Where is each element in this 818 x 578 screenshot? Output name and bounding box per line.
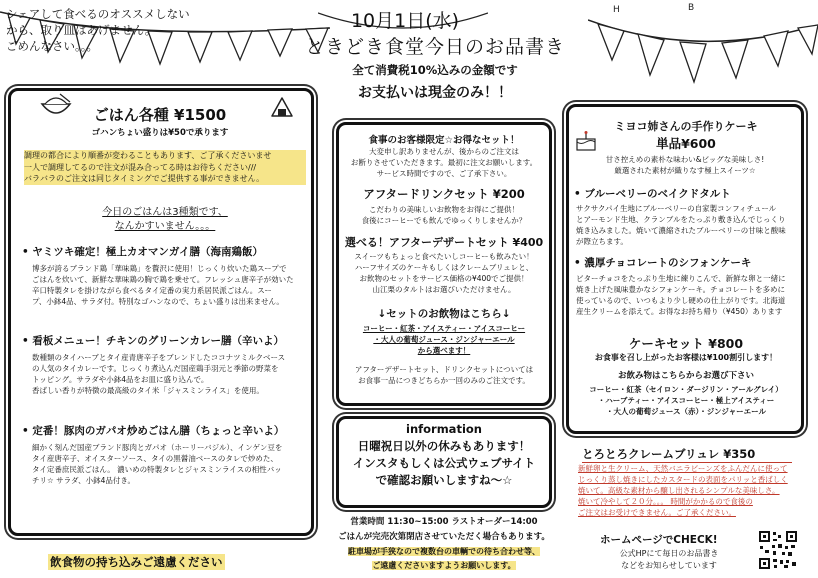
desc-line: タイ産唐辛子、オイスターソース、タイの黒醤油ベースのタレで炒めた、 bbox=[32, 454, 278, 463]
desc-line: の人気のタイカレーです。じっくり煮込んだ国産鶏手羽元と季節の野菜を bbox=[32, 364, 279, 373]
desc-line: ごはんを炊いて、新鮮な華味鶏の胸で鶏を乗せて。フレッシュ唐辛子が効いた bbox=[32, 275, 294, 284]
brulee-line: ご注文はお受けできません。ご了承ください。 bbox=[578, 508, 736, 517]
item-name-text: 看板メニュー！チキンのグリーンカレー膳（辛いよ） bbox=[32, 335, 285, 347]
choco-title: • 濃厚チョコレートのシフォンケーキ bbox=[574, 257, 752, 269]
after-drink-desc bbox=[338, 204, 550, 226]
cake-set-title: ケーキセット ¥800 bbox=[628, 336, 744, 351]
desc-line: プ、小鉢4品、サラダ付。特別なゴハンなので、ちょい盛りは出来ません。 bbox=[32, 297, 284, 306]
svg-text:B: B bbox=[688, 3, 695, 13]
set-title: 食事のお客様限定☆お得なセット！ bbox=[368, 135, 520, 146]
set-drinks-title: ↓セットのお飲物はこちら↓ bbox=[377, 308, 511, 320]
rice-title: ごはん各種 ¥1500 bbox=[93, 106, 227, 124]
set-desc-line: 大変申し訳ありませんが、後からのご注文は bbox=[369, 147, 519, 156]
header-note-line: から、取り皿はあげません。 bbox=[6, 23, 157, 37]
set-desc bbox=[338, 146, 550, 179]
blueberry-line: とアーモンド生地、クランブルをたっぷり敷き込んでじっくり bbox=[576, 215, 786, 224]
cake-set-note: お食事を召し上がったお客様は¥100割引します！ bbox=[594, 353, 778, 362]
after-drink-title: アフタードリンクセット ¥200 bbox=[363, 187, 525, 201]
set-drinks-list bbox=[338, 323, 550, 356]
blueberry-title-text: ブルーベリーのベイクドタルト bbox=[584, 188, 731, 200]
homepage-desc bbox=[594, 548, 744, 571]
set-note bbox=[338, 364, 550, 386]
drinks-list bbox=[570, 384, 802, 417]
blueberry-line: サクサクパイ生地にブルーベリーの自家製コンフィチュール bbox=[576, 204, 777, 213]
menu-date: 10月1日(水) bbox=[350, 10, 460, 32]
desc-line: 香ばしい香りが特徴の最高級のタイ米「ジャスミンライス」を使用。 bbox=[32, 386, 264, 395]
parking-line: ご遠慮くださいますようお願いします。 bbox=[372, 561, 516, 570]
homepage-line: 公式HPにて毎日のお品書き bbox=[619, 549, 719, 558]
notice-line: 一人で調理してるので注文が混み合ってる時はお待ちください/// bbox=[24, 162, 306, 174]
info-title: information bbox=[406, 422, 482, 436]
drinks-title: お飲み物はこちらからお選び下さい bbox=[617, 371, 754, 381]
info-line: インスタもしくは公式ウェブサイト bbox=[352, 456, 536, 470]
info-line: 日曜祝日以外の休みもあります！ bbox=[357, 439, 531, 453]
rice-notice bbox=[24, 150, 306, 185]
after-dessert-line: 山江栗のタルトはお選びいただけません。 bbox=[372, 285, 516, 294]
desc-line: 数種類のタイハーブとタイ産青唐辛子をブレンドしたココナツミルクベース bbox=[32, 353, 286, 362]
after-dessert-desc bbox=[338, 251, 550, 295]
bunting-right bbox=[588, 0, 818, 95]
item-name-text: 定番！豚肉のガパオ炒めごはん膳（ちょっと辛いよ） bbox=[32, 425, 285, 437]
parking-note bbox=[318, 545, 570, 573]
cake-desc-line: 甘さ控えめの素朴な味わい&ビッグな美味しさ! bbox=[605, 155, 765, 164]
blueberry-desc bbox=[576, 203, 802, 247]
blueberry-title: • ブルーベリーのベイクドタルト bbox=[574, 188, 731, 200]
desc-line: 辛口特製タレを掛けながら食べるタイ定番の実力系居民派ごはん。スー bbox=[32, 286, 272, 295]
cash-note: お支払いは現金のみ！！ bbox=[358, 85, 512, 101]
set-desc-line: お断りさせていただきます。最初に注文お願いします。 bbox=[350, 158, 538, 167]
header-note bbox=[6, 6, 266, 54]
today-note-line: なんかすいません。。。 bbox=[114, 221, 216, 232]
after-dessert-line: スイーツもちょっと食べたいしコーヒーも飲みたい！ bbox=[354, 252, 534, 261]
brulee-line: じっくり蒸し焼きにしたカスタードの表面をパリッと香ばしく bbox=[578, 475, 788, 484]
tax-note: 全て消費税10%込みの金額です bbox=[352, 63, 518, 77]
cake-price: 単品¥600 bbox=[656, 136, 716, 151]
today-note-line: 今日のごはんは3種類です、 bbox=[102, 207, 228, 218]
desc-line: タイ定番庶民派ごはん。 濃いめの特製タレとジャスミンライスの相性バッ bbox=[32, 465, 282, 474]
after-dessert-title: 選べる！アフターデザートセット ¥400 bbox=[344, 236, 544, 249]
info-line: で確認お願いしますね〜☆ bbox=[375, 473, 513, 487]
after-drink-line: こだわりの美味しいお飲物をお得にご提供！ bbox=[369, 205, 519, 214]
desc-line: 博多が誇るブランド鶏「華味鶏」を贅沢に使用！じっくり炊いた鶏スープで bbox=[32, 264, 287, 273]
set-drink-line: コーヒー・紅茶・アイスティー・アイスコーヒー bbox=[362, 324, 526, 333]
after-drink-line: 食後にコーヒーでも飲んでゆっくりしませんか？ bbox=[361, 216, 527, 225]
brulee-desc bbox=[578, 463, 804, 518]
soldout-note: ごはんが完売次第閉店させていただく場合もあります。 bbox=[338, 532, 550, 542]
choco-line: ビターチョコをたっぷり生地に練りこんで、新鮮な卵と一緒に bbox=[576, 274, 786, 283]
brulee-line: 焼いて冷やして２０分。。。 時間がかかるので食後の bbox=[578, 497, 753, 506]
homepage-title: ホームページでCHECK! bbox=[600, 534, 718, 546]
set-drink-line: から選べます！ bbox=[417, 346, 471, 355]
choco-desc bbox=[576, 273, 802, 317]
item-desc bbox=[32, 442, 314, 486]
business-hours: 営業時間 11:30~15:00 ラストオーダー14:00 bbox=[350, 517, 538, 527]
qr-code-icon[interactable] bbox=[758, 530, 798, 570]
homepage-line: などをお知らせしています bbox=[621, 560, 717, 570]
after-dessert-line: ハーフサイズのケーキもしくはクレームブリュレと、 bbox=[354, 263, 534, 272]
brulee-line: 焼いて。高級な素材から醸し出されるシンプルな美味しさ。 bbox=[578, 486, 780, 495]
bring-in-notice: 飲食物の持ち込みご遠慮ください bbox=[50, 555, 223, 569]
item-desc bbox=[32, 352, 314, 396]
after-dessert-line: お飲物のセットをサービス価格の¥400でご提供！ bbox=[359, 274, 529, 283]
drink-line: コーヒー・紅茶（セイロン・ダージリン・アールグレイ） bbox=[589, 385, 783, 394]
item-name-text: ヤミツキ確定！極上カオマンガイ膳（海南鶏飯） bbox=[32, 246, 264, 258]
set-desc-line: サービス時間ですので、ご了承下さい。 bbox=[376, 169, 512, 178]
item-name: • 定番！豚肉のガパオ炒めごはん膳（ちょっと辛いよ） bbox=[22, 425, 285, 437]
desc-line: 細かく刻んだ国産ブランド豚肉とガパオ（ホーリーバジル）、インゲン豆を bbox=[32, 443, 283, 452]
brulee-line: 新鮮卵と生クリーム、天然バニラビーンズをふんだんに使って bbox=[578, 464, 788, 473]
page-title: ときどき食堂今日のお品書き bbox=[304, 36, 565, 58]
set-drink-line: ・大人の葡萄ジュース・ジンジャーエール bbox=[373, 335, 515, 344]
notice-line: バラバラのご注文は同じタイミングでご提供する事ができません。 bbox=[24, 173, 306, 185]
header-note-line: ごめんなさい。。。 bbox=[6, 39, 98, 53]
today-note bbox=[50, 206, 280, 234]
desc-line: チリ☆ サラダ、小鉢4品付き。 bbox=[32, 476, 136, 485]
choco-line: 焼き上げた風味豊かなシフォンケーキ。チョコレートを多めに bbox=[576, 285, 785, 294]
choco-line: 産生クリームを添えて。お得なお持ち帰り（¥450）あります bbox=[576, 307, 783, 316]
parking-line: 駐車場が手狭なので複数台の車輌での待ち合わせ等、 bbox=[348, 547, 540, 556]
cake-title: ミヨコ姉さんの手作りケーキ bbox=[614, 120, 758, 133]
cake-desc bbox=[570, 154, 800, 176]
desc-line: トッピング。サラダや小鉢4品をお皿に盛り込んで。 bbox=[32, 375, 209, 384]
item-name: • 看板メニュー！チキンのグリーンカレー膳（辛いよ） bbox=[22, 335, 285, 347]
info-lines bbox=[338, 438, 550, 489]
notice-line: 調理の都合により順番が変わることもあります、ご了承くださいませ bbox=[24, 150, 306, 162]
choco-title-text: 濃厚チョコレートのシフォンケーキ bbox=[584, 257, 752, 269]
set-note-line: アフターデザートセット、ドリンクセットについては bbox=[354, 365, 534, 374]
choco-line: 使っているので、いつもより少し硬めの仕上がりです。北海道 bbox=[576, 296, 786, 305]
brulee-title: とろとろクレームブリュレ ¥350 bbox=[582, 446, 792, 463]
svg-text:H: H bbox=[613, 5, 620, 15]
item-name: • ヤミツキ確定！極上カオマンガイ膳（海南鶏飯） bbox=[22, 246, 264, 258]
item-desc bbox=[32, 263, 314, 307]
blueberry-line: が際立ちます。 bbox=[576, 237, 628, 246]
header-note-line: シェアして食べるのオススメしない bbox=[6, 7, 190, 21]
set-note-line: お食事一品につきどちらか一回のみのご注文です。 bbox=[358, 376, 530, 385]
cake-desc-line: 厳選された素材が織りなす極上スイーツ☆ bbox=[614, 166, 756, 175]
drink-line: ・ハーブティー・アイスコーヒー・極上アイスティー bbox=[597, 396, 775, 405]
drink-line: ・大人の葡萄ジュース（赤）・ジンジャーエール bbox=[605, 407, 767, 416]
rice-subtitle: ゴハンちょい盛りは¥50で承ります bbox=[91, 128, 229, 138]
blueberry-line: 焼き込みました。焼いて濃縮されたブルーベリーの甘味と酸味 bbox=[576, 226, 786, 235]
